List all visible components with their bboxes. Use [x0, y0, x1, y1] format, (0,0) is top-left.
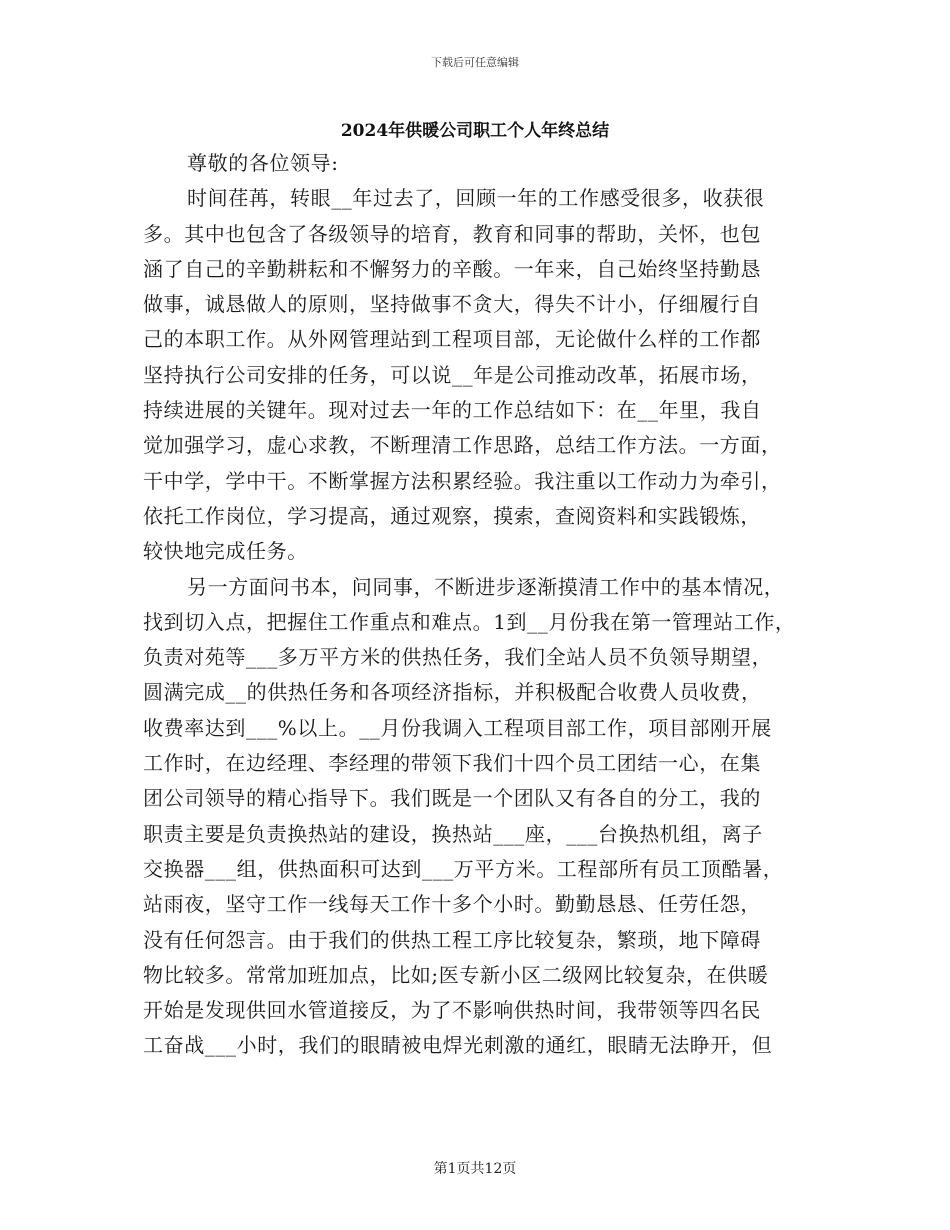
body-line: 涵了自己的辛勤耕耘和不懈努力的辛酸。一年来，自己始终坚持勤恳	[143, 256, 761, 281]
body-line: 收费率达到___%以上。__月份我调入工程项目部工作，项目部刚开展	[143, 715, 772, 740]
body-line: 圆满完成__的供热任务和各项经济指标，并积极配合收费人员收费，	[143, 680, 762, 705]
body-line: 觉加强学习，虚心求教，不断理清工作思路，总结工作方法。一方面，	[143, 433, 782, 458]
salutation-line: 尊敬的各位领导:	[187, 151, 339, 175]
body-line: 物比较多。常常加班加点，比如;医专新小区二级网比较复杂，在供暖	[143, 962, 769, 987]
body-line: 工奋战___小时，我们的眼睛被电焊光刺激的通红，眼睛无法睁开，但	[143, 1033, 773, 1058]
body-line: 己的本职工作。从外网管理站到工程项目部，无论做什么样的工作都	[143, 327, 761, 352]
body-line: 工作时，在边经理、李经理的带领下我们十四个员工团结一心，在集	[143, 751, 761, 776]
body-line: 没有任何怨言。由于我们的供热工程工序比较复杂，繁琐，地下障碍	[143, 927, 761, 952]
body-line: 职责主要是负责换热站的建设，换热站___座，___台换热机组，离子	[143, 821, 763, 846]
body-line: 开始是发现供回水管道接反，为了不影响供热时间，我带领等四名民	[143, 998, 761, 1023]
body-line: 找到切入点，把握住工作重点和难点。1到__月份我在第一管理站工作，	[143, 609, 796, 634]
body-line: 站雨夜，坚守工作一线每天工作十多个小时。勤勤恳恳、任劳任怨，	[143, 892, 761, 917]
body-line: 另一方面问书本，问同事，不断进步逐渐摸清工作中的基本情况，	[187, 574, 785, 599]
body-line: 坚持执行公司安排的任务，可以说__年是公司推动改革，拓展市场，	[143, 362, 762, 387]
body-line: 交换器___组，供热面积可达到___万平方米。工程部所有员工顶酷暑，	[143, 856, 784, 881]
body-line: 负责对苑等___多万平方米的供热任务，我们全站人员不负领导期望，	[143, 645, 773, 670]
body-line: 干中学，学中干。不断掌握方法积累经验。我注重以工作动力为牵引，	[143, 468, 782, 493]
body-line: 团公司领导的精心指导下。我们既是一个团队又有各自的分工，我的	[143, 786, 761, 811]
page-indicator: 第1页共12页	[433, 1161, 517, 1177]
body-line: 多。其中也包含了各级领导的培育，教育和同事的帮助，关怀，也包	[143, 221, 761, 246]
document-body	[143, 146, 843, 1064]
header-note: 下载后可任意编辑	[431, 56, 519, 69]
body-line: 做事，诚恳做人的原则，坚持做事不贪大，得失不计小，仔细履行自	[143, 292, 761, 317]
document-title: 2024年供暖公司职工个人年终总结	[340, 121, 610, 141]
body-line: 时间荏苒，转眼__年过去了，回顾一年的工作感受很多，收获很	[187, 186, 765, 211]
body-line: 持续进展的关键年。现对过去一年的工作总结如下：在__年里，我自	[143, 398, 762, 423]
body-line: 依托工作岗位，学习提高，通过观察，摸索，查阅资料和实践锻炼，	[143, 503, 761, 528]
body-line: 较快地完成任务。	[143, 539, 308, 564]
